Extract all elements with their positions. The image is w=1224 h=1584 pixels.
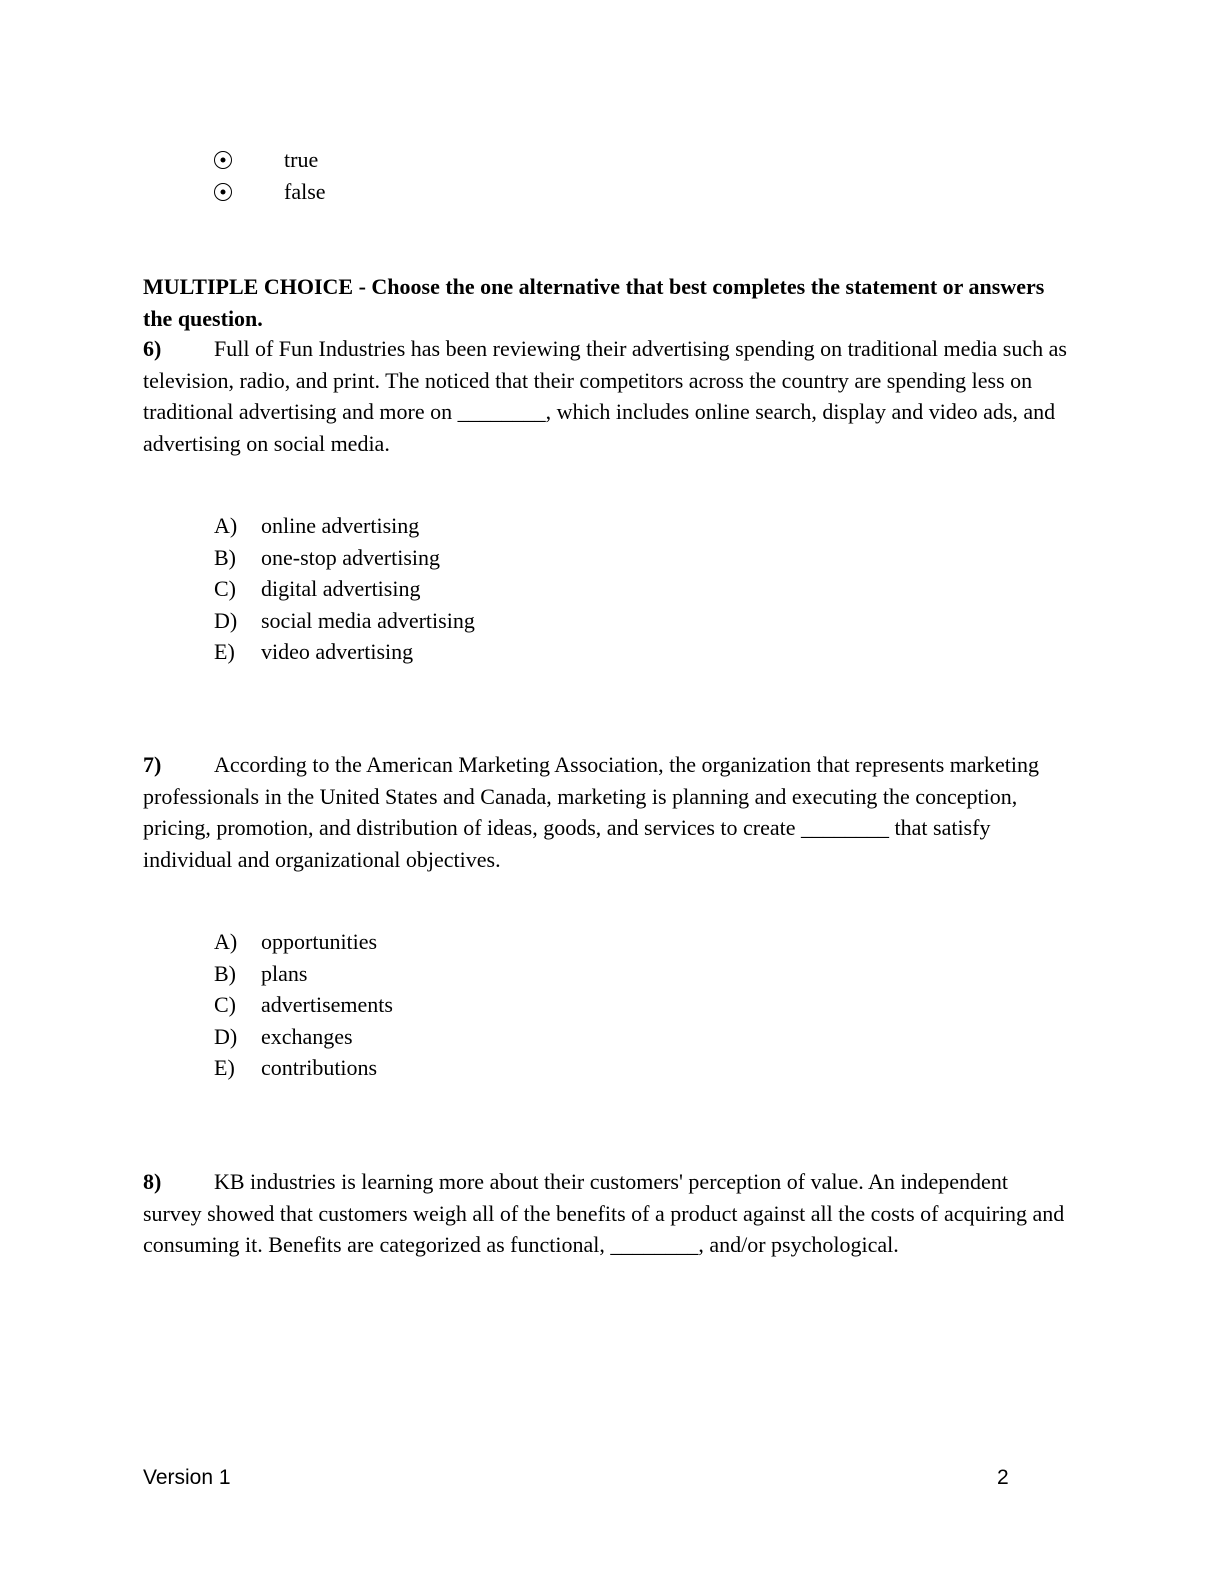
choice-d[interactable]	[214, 1021, 393, 1053]
choice-e[interactable]	[214, 1052, 393, 1084]
choice-letter: B)	[214, 960, 236, 986]
choice-a[interactable]	[214, 926, 393, 958]
choice-text: video advertising	[261, 639, 414, 665]
choice-letter: D)	[214, 607, 238, 633]
true-false-options	[214, 144, 326, 208]
question-7-choices	[214, 926, 393, 1084]
footer-version: Version 1	[143, 1466, 231, 1489]
choice-e[interactable]	[214, 636, 475, 668]
question-text: According to the American Marketing Association, the organization that represents marketing professionals in the United States and Canada, marketing is planning and executing the conception, pricing, promotion, and distribution of ideas, goods, and services to create ________ that satisfy individual and organizational objectives.	[143, 752, 1039, 872]
choice-letter: A)	[214, 513, 238, 538]
choice-letter: C)	[214, 992, 236, 1018]
choice-text: digital advertising	[261, 576, 421, 602]
option-false[interactable]	[214, 176, 326, 208]
choice-text: online advertising	[261, 513, 420, 538]
footer-page-number: 2	[997, 1466, 1009, 1489]
choice-a[interactable]	[214, 510, 475, 542]
question-text: Full of Fun Industries has been reviewing their advertising spending on traditional media such as television, radio, and print. The noticed that their competitors across the country are spending less on traditional advertising and more on ________, which includes online search, display and video ads, and advertising on social media.	[143, 336, 1067, 456]
question-7	[143, 749, 1068, 875]
radio-button-icon[interactable]	[214, 151, 232, 169]
choice-c[interactable]	[214, 573, 475, 605]
radio-button-icon[interactable]	[214, 183, 232, 201]
choice-letter: D)	[214, 1023, 238, 1049]
question-6	[143, 333, 1068, 459]
choice-text: one-stop advertising	[261, 544, 441, 570]
option-label: true	[284, 147, 319, 172]
question-number: 7)	[143, 752, 162, 777]
choice-letter: B)	[214, 544, 236, 570]
option-label: false	[284, 179, 326, 204]
choice-text: opportunities	[261, 929, 378, 954]
choice-letter: C)	[214, 576, 236, 602]
choice-text: advertisements	[261, 992, 393, 1018]
choice-text: contributions	[261, 1055, 378, 1081]
choice-d[interactable]	[214, 605, 475, 637]
question-number: 6)	[143, 336, 162, 361]
question-text: KB industries is learning more about their customers' perception of value. An independent survey showed that customers weigh all of the benefits of a product against all the costs of acquiring and consuming it. Benefits are categorized as functional, ________, and/or psychological.	[143, 1169, 1065, 1257]
choice-text: exchanges	[261, 1023, 353, 1049]
choice-letter: A)	[214, 929, 238, 954]
choice-letter: E)	[214, 639, 235, 665]
question-8	[143, 1166, 1068, 1261]
choice-letter: E)	[214, 1055, 235, 1081]
choice-b[interactable]	[214, 958, 393, 990]
question-number: 8)	[143, 1169, 162, 1194]
choice-b[interactable]	[214, 542, 475, 574]
choice-text: social media advertising	[261, 607, 475, 633]
choice-text: plans	[261, 960, 308, 986]
choice-c[interactable]	[214, 989, 393, 1021]
option-true[interactable]	[214, 144, 326, 176]
section-heading: MULTIPLE CHOICE - Choose the one alternative that best completes the statement or answers the question.	[143, 274, 1045, 331]
question-6-choices	[214, 510, 475, 668]
